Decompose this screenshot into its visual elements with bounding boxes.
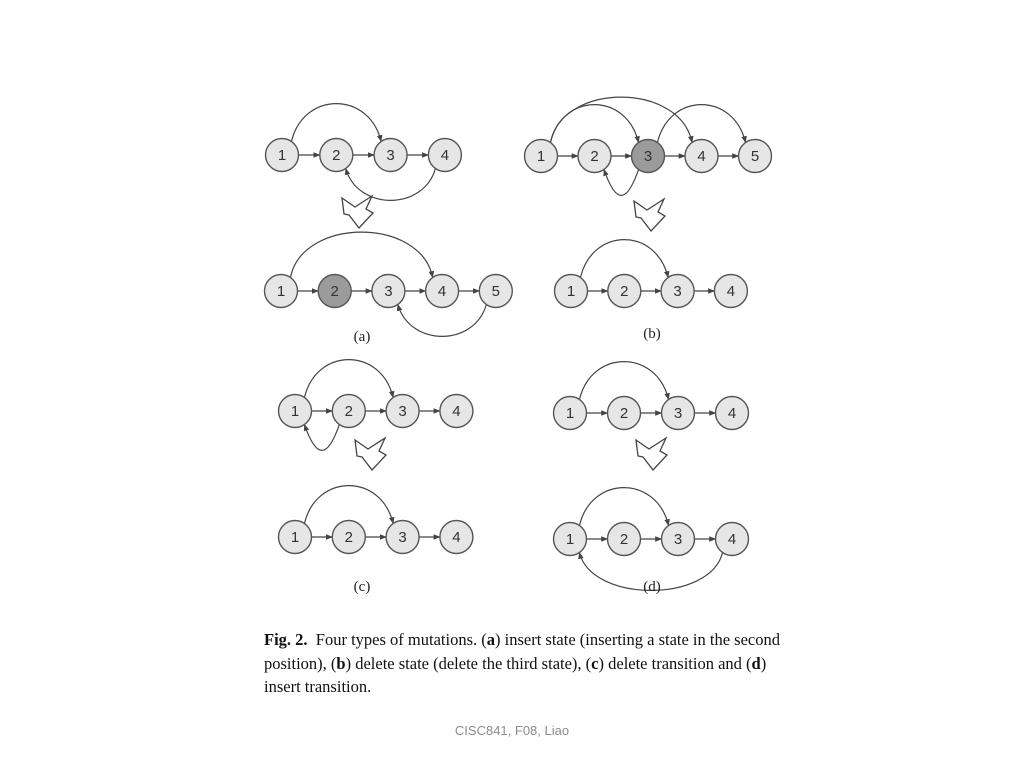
transition-1-to-3 (579, 488, 668, 526)
mutation-arrow-b (634, 199, 665, 231)
state-label: 4 (727, 405, 737, 422)
mutation-arrow-a (342, 196, 373, 228)
state-label: 3 (398, 403, 407, 420)
caption-intro: Four types of mutations. ( (315, 630, 487, 649)
transition-1-to-3 (550, 105, 638, 143)
state-label: 1 (276, 283, 286, 300)
state-label: 2 (619, 531, 629, 548)
state-label: 3 (673, 283, 682, 300)
state-node-5 (739, 140, 772, 173)
state-label: 1 (277, 147, 287, 164)
state-node-1 (555, 275, 588, 308)
state-label: 3 (384, 283, 393, 300)
state-node-3 (661, 275, 694, 308)
state-node-2 (320, 139, 353, 172)
transition-2-to-1 (304, 425, 339, 451)
caption-b-text: ) delete state (delete the third state), ( (345, 653, 592, 673)
state-label: 4 (727, 531, 737, 548)
transition-1-to-3 (291, 104, 381, 142)
state-node-4 (714, 275, 747, 308)
state-node-4 (440, 521, 473, 554)
state-node-1 (266, 139, 299, 172)
caption-a-label: a (486, 630, 495, 649)
state-node-1 (279, 521, 312, 554)
state-label: 1 (565, 531, 575, 548)
state-label: 2 (344, 529, 353, 546)
state-node-4 (426, 275, 459, 308)
state-label: 3 (673, 531, 683, 548)
state-label: 3 (386, 147, 395, 164)
transition-4-to-2 (346, 169, 436, 201)
state-node-5 (479, 275, 512, 308)
state-node-3 (662, 397, 695, 430)
state-node-4 (716, 397, 749, 430)
state-node-3 (372, 275, 405, 308)
state-node-2 (608, 523, 641, 556)
transition-1-to-4 (550, 97, 692, 142)
state-label: 3 (643, 148, 653, 165)
state-label: 2 (619, 405, 629, 422)
transition-3-to-5 (657, 105, 745, 143)
state-node-2 (332, 521, 365, 554)
caption-fig-label: Fig. 2. (264, 630, 308, 649)
transition-1-to-4 (290, 232, 432, 277)
state-node-2 (318, 275, 351, 308)
state-node-1 (554, 523, 587, 556)
transition-3-to-2 (604, 170, 639, 196)
mutation-arrow-d (636, 438, 667, 470)
state-node-3 (632, 140, 665, 173)
transition-1-to-3 (304, 360, 393, 398)
state-node-3 (374, 139, 407, 172)
caption-a-text: ) insert state (inserting a state in the second position), ( (264, 630, 780, 673)
state-label: 1 (566, 283, 576, 300)
graph-c-after (279, 486, 473, 554)
transition-1-to-3 (304, 486, 393, 524)
state-node-4 (685, 140, 718, 173)
caption-d-label: d (751, 653, 761, 673)
mutation-arrow-c (355, 438, 386, 470)
state-label: 2 (330, 283, 339, 300)
state-node-3 (386, 521, 419, 554)
state-label: 3 (398, 529, 407, 546)
slide-footer: CISC841, F08, Liao (454, 723, 570, 738)
state-label: 2 (620, 283, 629, 300)
caption-b-label: b (336, 653, 346, 673)
graph-d-before (554, 362, 749, 430)
state-node-4 (716, 523, 749, 556)
panel-label-layer (354, 326, 661, 595)
graph-d-after (554, 488, 749, 591)
state-node-4 (440, 395, 473, 428)
graph-b-after (555, 240, 748, 308)
state-label: 2 (344, 403, 353, 420)
graph-layer (265, 97, 772, 590)
state-label: 4 (452, 529, 461, 546)
state-node-1 (279, 395, 312, 428)
state-label: 5 (491, 283, 500, 300)
graph-a-before (266, 104, 462, 201)
graph-c-before (279, 360, 473, 451)
state-node-3 (386, 395, 419, 428)
state-label: 1 (290, 403, 300, 420)
panel-label-a: (a) (353, 329, 371, 345)
graph-a-after (265, 232, 513, 336)
state-node-2 (332, 395, 365, 428)
figure-caption (264, 628, 784, 699)
caption-c-label: c (591, 653, 599, 673)
state-label: 4 (697, 148, 706, 165)
state-label: 2 (332, 147, 341, 164)
state-node-2 (608, 275, 641, 308)
state-label: 5 (750, 148, 760, 165)
state-label: 4 (726, 283, 736, 300)
panel-label-c: (c) (353, 579, 371, 595)
state-node-1 (554, 397, 587, 430)
state-node-3 (662, 523, 695, 556)
panel-label-d: (d) (643, 579, 661, 595)
state-label: 1 (536, 148, 546, 165)
state-label: 4 (452, 403, 461, 420)
state-node-1 (265, 275, 298, 308)
state-node-4 (428, 139, 461, 172)
transition-5-to-3 (398, 305, 486, 337)
transition-1-to-3 (579, 362, 668, 400)
state-node-1 (525, 140, 558, 173)
state-label: 3 (673, 405, 683, 422)
caption-c-text: ) delete transition and ( (598, 653, 752, 673)
graph-b-before (525, 97, 772, 195)
state-node-2 (578, 140, 611, 173)
state-label: 2 (590, 148, 599, 165)
state-label: 1 (565, 405, 575, 422)
caption-d-text: ) insert transition. (264, 653, 767, 696)
state-label: 4 (440, 147, 450, 164)
transition-1-to-3 (580, 240, 668, 278)
state-label: 1 (290, 529, 300, 546)
state-node-2 (608, 397, 641, 430)
panel-label-b: (b) (643, 326, 661, 342)
state-label: 4 (437, 283, 447, 300)
